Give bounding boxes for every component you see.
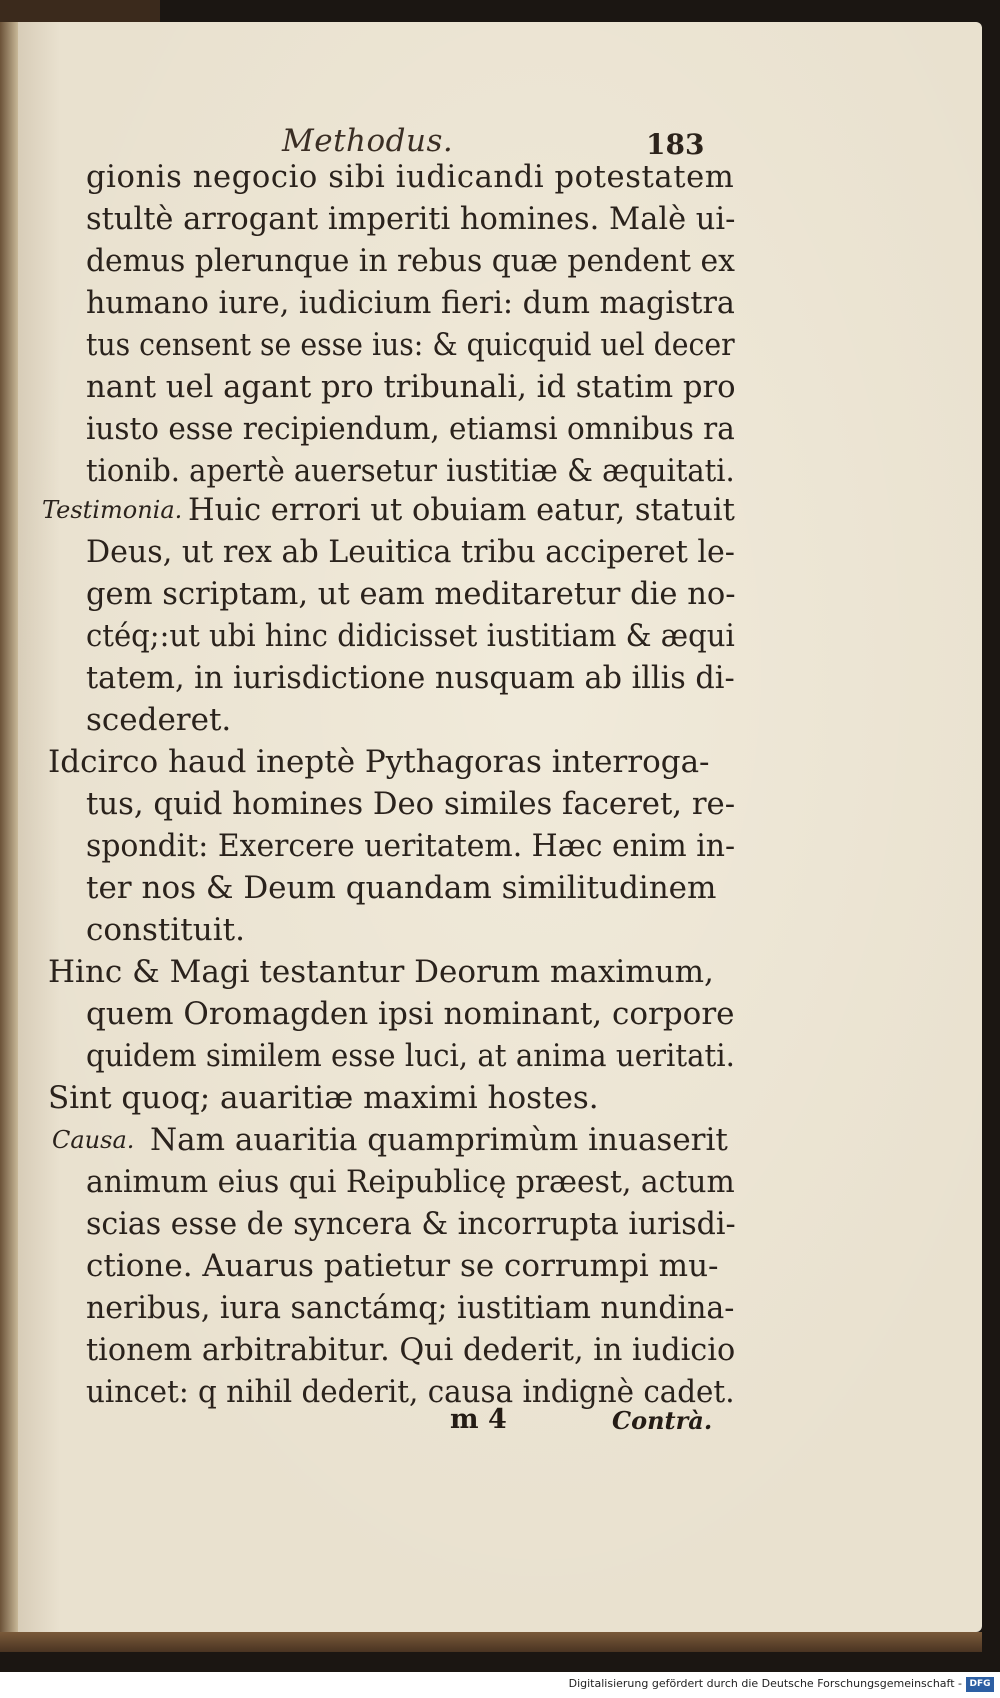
text-line: tatem, in iurisdictione nusquam ab illis di- <box>86 660 735 696</box>
text-line: tionem arbitrabitur. Qui dederit, in iudicio <box>86 1332 736 1368</box>
page-gutter-shadow <box>0 22 18 1632</box>
text-line: quem Oromagden ipsi nominant, corpore <box>86 996 735 1032</box>
text-line: nant uel agant pro tribunali, id statim pro <box>86 369 736 405</box>
text-line: stultè arrogant imperiti homines. Malè ui- <box>86 201 736 237</box>
margin-note-testimonia: Testimonia. <box>42 496 183 524</box>
text-line: Sint quoq; auaritiæ maximi hostes. <box>48 1080 599 1116</box>
digitization-credit: Digitalisierung gefördert durch die Deutsche Forschungsgemeinschaft - <box>568 1677 962 1690</box>
dfg-logo: DFG <box>966 1677 994 1692</box>
text-line: Hinc & Magi testantur Deorum maximum, <box>48 954 714 990</box>
text-line: ctione. Auarus patietur se corrumpi mu- <box>86 1248 719 1284</box>
text-line: spondit: Exercere ueritatem. Hæc enim in- <box>86 828 736 864</box>
text-line: humano iure, iudicium fieri: dum magistra <box>86 285 735 321</box>
text-line: constituit. <box>86 912 245 948</box>
text-line: gem scriptam, ut eam meditaretur die no- <box>86 576 736 612</box>
book-bottom-edge <box>0 1632 982 1652</box>
text-line: Idcirco haud ineptè Pythagoras interroga- <box>48 744 710 780</box>
text-line: iusto esse recipiendum, etiamsi omnibus ra <box>86 411 735 447</box>
running-title: Methodus. <box>282 123 454 159</box>
text-line: animum eius qui Reipublicę præest, actum <box>86 1164 735 1200</box>
text-line: uincet: q nihil dederit, causa indignè cadet. <box>86 1374 735 1410</box>
text-line: Nam auaritia quamprimùm inuaserit <box>150 1122 728 1158</box>
text-line: neribus, iura sanctámq; iustitiam nundina- <box>86 1290 735 1326</box>
text-line: Deus, ut rex ab Leuitica tribu acciperet le- <box>86 534 735 570</box>
text-line: ter nos & Deum quandam similitudinem <box>86 870 717 906</box>
text-line: scederet. <box>86 702 232 738</box>
text-line: scias esse de syncera & incorrupta iurisdi- <box>86 1206 736 1242</box>
text-line: ctéq;:ut ubi hinc didicisset iustitiam & æqui <box>86 618 735 654</box>
margin-note-causa: Causa. <box>52 1126 135 1154</box>
text-line: tionib. apertè auersetur iustitiæ & æquitati. <box>86 453 735 489</box>
catchword: Contrà. <box>612 1406 713 1435</box>
text-line: tus, quid homines Deo similes faceret, re- <box>86 786 736 822</box>
text-line: quidem similem esse luci, at anima ueritati. <box>86 1038 735 1074</box>
text-line: tus censent se esse ius: & quicquid uel decer <box>86 327 735 363</box>
text-line: gionis negocio sibi iudicandi potestatem <box>86 159 735 195</box>
text-line: demus plerunque in rebus quæ pendent ex <box>86 243 735 279</box>
text-line: Huic errori ut obuiam eatur, statuit <box>188 492 735 528</box>
signature-mark: m 4 <box>450 1404 507 1435</box>
page-number: 183 <box>646 128 705 161</box>
